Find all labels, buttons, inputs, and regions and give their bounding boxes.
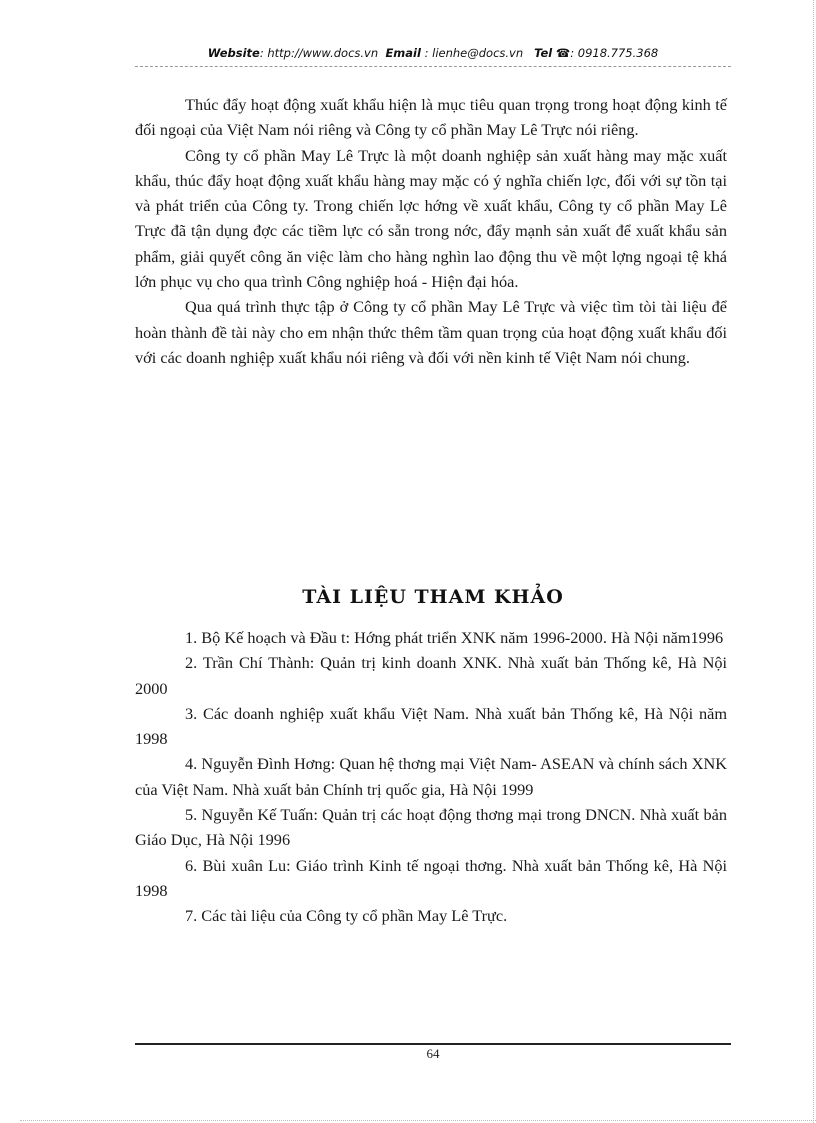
reference-item: 6. Bùi xuân Lu: Giáo trình Kinh tế ngoại thơng. Nhà xuất bản Thống kê, Hà Nội 1998 bbox=[135, 855, 727, 900]
reference-item: 4. Nguyễn Đình Hơng: Quan hệ thơng mại Việt Nam- ASEAN và chính sách XNK của Việt Nam. Nhà xuất bản Chính trị quốc gia, Hà Nội 1999 bbox=[135, 754, 727, 799]
reference-item: 5. Nguyễn Kế Tuấn: Quản trị các hoạt động thơng mại trong DNCN. Nhà xuất bản Giáo Dục, Hà Nội 1996 bbox=[135, 805, 727, 850]
email-label: Email bbox=[385, 46, 421, 60]
reference-item: 1. Bộ Kế hoạch và Đầu t: Hớng phát triển XNK năm 1996-2000. Hà Nội năm1996 bbox=[185, 628, 724, 647]
header-divider bbox=[135, 66, 731, 67]
page-edge-right bbox=[813, 0, 814, 1123]
tel-label: Tel bbox=[534, 46, 553, 60]
reference-item: 2. Trần Chí Thành: Quản trị kinh doanh XNK. Nhà xuất bản Thống kê, Hà Nội 2000 bbox=[135, 653, 727, 698]
page-number: 64 bbox=[426, 1046, 440, 1061]
page-edge-bottom bbox=[20, 1120, 816, 1121]
references-list bbox=[135, 625, 727, 929]
reference-item: 3. Các doanh nghiệp xuất khẩu Việt Nam. Nhà xuất bản Thống kê, Hà Nội năm 1998 bbox=[135, 703, 727, 749]
body-text bbox=[135, 92, 727, 370]
website-label: Website bbox=[207, 46, 260, 60]
body-paragraph: Công ty cổ phần May Lê Trực là một doanh nghiệp sản xuất hàng may mặc xuất khẩu, thúc đẩy hoạt động xuất khẩu hàng may mặc có ý nghĩa chiến lợc, đối với sự tồn tại và phát triển của Công ty. Trong chiến lợc hớng về xuất khẩu, Công ty cổ phần May Lê Trực đã tận dụng đợc các tiềm lực có sẵn trong nớc, đẩy mạnh sản xuất để xuất khẩu sản phẩm, giải quyết công ăn việc làm cho hàng nghìn lao động thu về một lợng ngoại tệ khá lớn phục vụ cho qua trình Công nghiệp hoá - Hiện đại hóa. bbox=[135, 145, 727, 292]
references-title: TÀI LIỆU THAM KHẢO bbox=[302, 586, 564, 608]
body-paragraph: Thúc đẩy hoạt động xuất khẩu hiện là mục tiêu quan trọng trong hoạt động kinh tế đối ngoại của Việt Nam nói riêng và Công ty cổ phần May Lê Trực nói riêng. bbox=[135, 95, 727, 140]
page-header bbox=[135, 46, 731, 60]
reference-item: 7. Các tài liệu của Công ty cổ phần May Lê Trực. bbox=[185, 906, 508, 926]
website-value: : http://www.docs.vn bbox=[259, 46, 379, 60]
footer-divider bbox=[135, 1043, 731, 1045]
phone-icon: ☎ bbox=[555, 46, 571, 60]
tel-value: : 0918.775.368 bbox=[570, 46, 659, 60]
body-paragraph: Qua quá trình thực tập ở Công ty cổ phần May Lê Trực và việc tìm tòi tài liệu để hoàn thành đề tài này cho em nhận thức thêm tầm quan trọng của hoạt động xuất khẩu đối với các doanh nghiệp xuất khẩu nói riêng và đối với nền kinh tế Việt Nam nói chung. bbox=[135, 297, 727, 367]
email-value: : lienhe@docs.vn bbox=[424, 46, 524, 60]
